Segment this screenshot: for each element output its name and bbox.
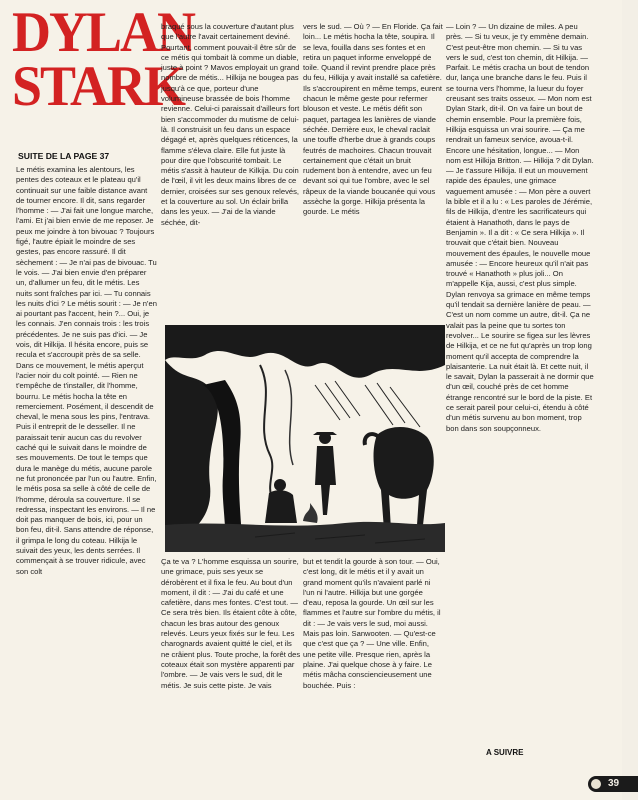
- continued-from-heading: SUITE DE LA PAGE 37: [18, 151, 110, 161]
- column-4-text: — Loin ? — Un dizaine de miles. A peu près. — Si tu veux, je t'y emmène demain. C'est peut-être mon chemin. — Si tu vas vers le sud, c'est ton chemin, dit Hilkija. — Parfait. Le métis cracha un bout de tendon dur, lança une branche dans le feu. Puis il se tourna vers l'homme, la lueur du foyer creusant ses traits osseux. — Mon nom est Dylan Stark, dit-il. On va faire un bout de chemin ensemble. Pour la première fois, Hilkija esquissa un vrai sourire. — Ça me rendrait un fameux service, avoua-t-il. Encore une hésitation, longue... — Mon nom est Hilkija Britton. — Hilkija ? dit Dylan. — Je t'assure Hilkija. Il eut un mouvement rapide des épaules, une grimace vaguement amusée : — Mon père a ouvert la bible et il a lu : « Les paroles de Jérémie, fils de Hilkija, d'entre les sacrificateurs qui étaient à Hanathoth, dans le pays de Benjamin ». Il a dit : « Ce sera Hilkija ». Il trouvait que c'était bien. Nouveau mouvement des épaules, le nouvelle moue amusée : — Encore heureux qu'il n'ait pas trouvé « Hanathoth » plus joli... On m'appelle Kija, aussi, c'est plus simple. Dylan renvoya sa grimace en même temps qu'il tendait sa dernière lanière de peau. — C'est un nom comme un autre, dit-il. Ça ne valait pas la peine que tu sortes ton revolver... Le sourire se figea sur les lèvres de Hilkija, et ce ne fut qu'après un trop long moment qu'il accepta de comprendre la plaisanterie. La nuit était là. Et cette nuit, il le savait, Dylan la passerait à ne dormir que d'un œil, couché près de cet homme étrange rencontré sur le bord de la piste. Et ce serait pareil pour celui-ci, étendu à côté d'un métis survenu au bon moment, trop bon dans son soupçonneux.: [446, 22, 594, 433]
- text-column-1: [16, 165, 157, 783]
- text-column-3-top: [303, 22, 443, 342]
- title-stark: STARK: [12, 54, 185, 118]
- to-be-continued: A SUIVRE: [486, 748, 524, 757]
- column-2-text: braqué sous la couverture d'autant plus que l'autre l'avait certainement deviné. Pourtant, comment pouvait-il être sûr de ce métis qui tombait là comme un diable, juste à point ? Mavos employait un grand nombre de métis... Hilkija ne bougea pas jusqu'à ce que, porteur d'une volumineuse brassée de bois l'homme revienne. Celui-ci paraissait d'ailleurs fort bien s'accommoder du mutisme de celui-là. Il construisit un feu dans un espace dégagé et, après quelques réticences, la flamme s'éleva claire. Elle fut juste là pour dire que l'obscurité tombait. Le métis s'assit à hauteur de Kilkija. Du coin de l'œil, il vit les deux mains libres de ce dernier, croisées sur ses genoux relevés, et la couverture au sol. Un éclair brilla dans les yeux. — J'ai de la viande séchée, dit-: [161, 22, 300, 227]
- text-column-4: [446, 22, 594, 740]
- column-2-bottom-text: Ça te va ? L'homme esquissa un sourire, une grimace, puis ses yeux se dérobèrent et il fixa le feu. Au bout d'un moment, il dit : — J'ai du café et une cafetière, dans mes fontes. C'est tout. — Ce sera très bien. Ils étaient côte à côte, chacun les bras autour des genoux relevés. Leurs yeux fixés sur le feu. Les charognards avaient quitté le ciel, et ils ne crâient plus. Toute proche, la forêt des coteaux était son mystère apparenti par l'ombre. — Je vais vers le sud, dit le métis. Je suis cette piste. Je vais: [161, 557, 301, 690]
- text-column-3-bottom: [303, 557, 443, 785]
- column-3-text: vers le sud. — Où ? — En Floride. Ça fait loin... Le métis hocha la tête, soupira. Il se leva, fouilla dans ses fontes et en retira un paquet informe enveloppé de toile. Quand il revint prendre place près du feu, Hilkija y avait installé sa cafetière. Ils s'accroupirent en même temps, eurent chacun le même geste pour refermer blouson et veste. Le métis défit son paquet, partagea les lanières de viande séchée. Derrière eux, le cheval raclait une touffe d'herbe drue à grands coups feutrés de machoires. Chacun trouvait certainement que c'était un bruit rudement bon à entendre, avec un feu devant soi qui tue l'ombre, avec le sel râpeux de la viande boucanée qui vous assèche la gorge. Hilkija présenta la gourde. Le métis: [303, 22, 443, 217]
- campfire-illustration: [165, 325, 445, 552]
- story-title: [12, 0, 195, 118]
- column-1-text: Le métis examina les alentours, les pentes des coteaux et le plateau qu'il continuait sur une faible distance avant de tourner encore. Il dit, sans regarder l'homme : — J'ai fait une longue marche, l'ami. Et j'ai bien envie de me reposer. Je peux me joindre à ton bivouac ? Toujours figé, l'autre épiait le moindre de ses gestes, pas encore rassuré. Il dit sèchement : — Je n'ai pas de bivouac. Tu le vois. — J'ai bien envie d'en préparer un, d'allumer un feu, dit le métis. Les nuits sont fraîches par ici. — Tu connais les nuits d'ici ? Le métis sourit : — Je n'en ai pourtant pas l'accent, hein ?... Oui, je les connais. J'en connais trois : les trois précédentes. Je ne suis pas d'ici. — Je vois, dit Hilkija. Il hésita encore, puis se recula et s'accroupit près de sa selle. Dans ce mouvement, le métis aperçut l'acier noir du colt pointé. — Rien ne t'empêche de t'installer, dit l'homme, bourru. Le métis hocha la tête en remerciement. Posément, il descendit de cheval, le mena sous les pins, l'entrava. Puis il entreprit de le desseller. Il ne paraissait tenir aucun cas du revolver caché qui le suivait dans le moindre de ses mouvements. De tout le temps que dura le manège du métis, aucune parole ne fut prononcée par l'un ou l'autre. Enfin, le métis posa sa selle à côté de celle de l'homme, déroula sa couverture. Il se redressa, inspectant les environs. — Il ne doit pas manquer de bois, ici, pour un bon feu, dit-il. Sans attendre de réponse, il grimpa le long du coteau. Hilkija le suivait des yeux, les dents serrées. Il commençait à se trouver ridicule, avec son colt: [16, 165, 157, 576]
- text-column-2-bottom: [161, 557, 301, 785]
- column-3-bottom-text: but et tendit la gourde à son tour. — Oui, c'est long, dit le métis et il y avait un grand moment qu'ils n'avaient parlé ni l'un ni l'autre. Hilkija but une gorgée d'eau, reposa la gourde. Un œil sur les flammes et l'autre sur l'ombre du métis, il dit : — Je vais vers le sud, moi aussi. Mais pas loin. Sanwooten. — Qu'est-ce que c'est que ça ? — Une ville. Enfin, une petite ville. Presque rien, après la plaine. J'ai quelque chose à y faire. Le métis mâcha consciencieusement une bouchée. Puis :: [303, 557, 441, 690]
- text-column-2-top: [161, 22, 301, 342]
- title-dylan: DYLAN: [12, 0, 195, 64]
- page-number: 39: [608, 778, 620, 789]
- mascot-icon: [591, 779, 601, 789]
